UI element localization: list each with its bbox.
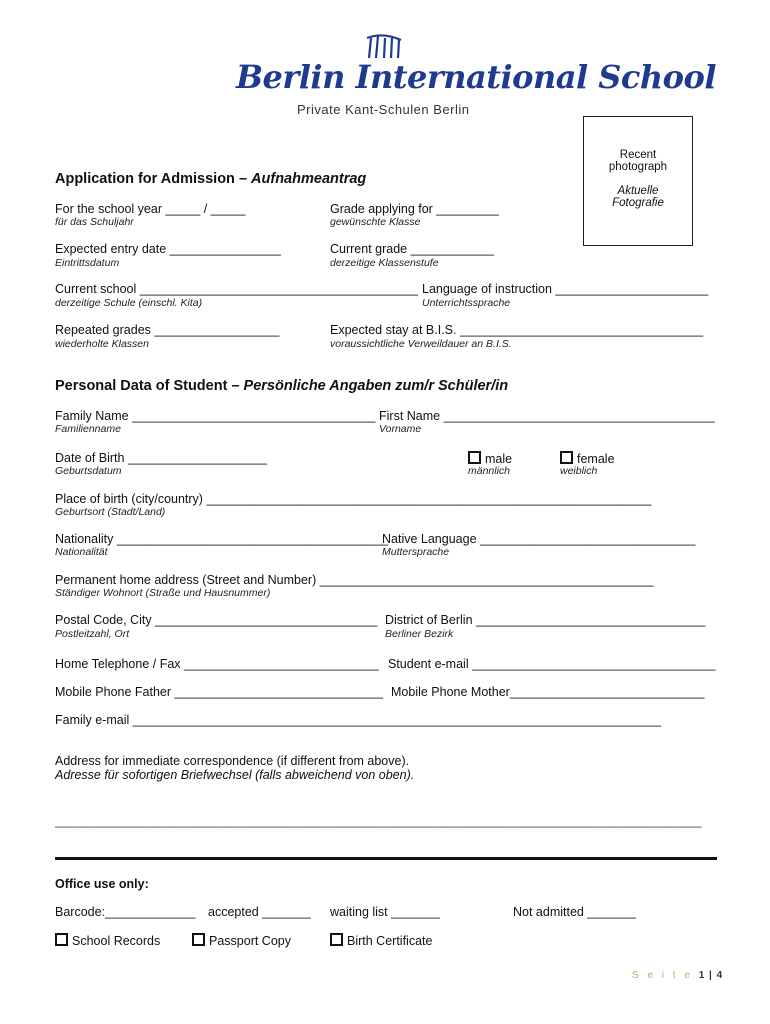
family-name-field[interactable]: Family Name ___________________________________ — [55, 409, 376, 423]
photo-en-1: Recent — [619, 149, 657, 161]
current-school-field[interactable]: Current school ________________________________________ — [55, 282, 418, 296]
photo-de-1: Aktuelle — [617, 185, 659, 197]
nationality-field[interactable]: Nationality _______________________________________ — [55, 532, 388, 546]
language-instruction-field[interactable]: Language of instruction ______________________ — [422, 282, 709, 296]
female-sub: weiblich — [560, 465, 598, 477]
postal-sub: Postleitzahl, Ort — [55, 628, 130, 640]
mobile-mother-field[interactable]: Mobile Phone Mother____________________________ — [391, 685, 705, 699]
current-school-sub: derzeitige Schule (einschl. Kita) — [55, 297, 203, 309]
postal-field[interactable]: Postal Code, City ________________________________ — [55, 613, 378, 627]
photo-box[interactable] — [583, 116, 693, 246]
school-records-checkbox[interactable]: School Records — [55, 933, 160, 948]
photo-de-2: Fotografie — [612, 197, 664, 209]
place-of-birth-sub: Geburtsort (Stadt/Land) — [55, 506, 166, 518]
grade-applying-sub: gewünschte Klasse — [330, 216, 421, 228]
district-sub: Berliner Bezirk — [385, 628, 454, 640]
first-name-sub: Vorname — [379, 423, 422, 435]
admission-title: Application for Admission – Aufnahmeantrag — [55, 171, 367, 187]
not-admitted-field[interactable]: Not admitted _______ — [513, 905, 637, 919]
entry-date-sub: Eintrittsdatum — [55, 257, 120, 269]
native-language-field[interactable]: Native Language _______________________________ — [382, 532, 696, 546]
place-of-birth-field[interactable]: Place of birth (city/country) ________________________________________________________________ — [55, 492, 652, 506]
native-language-sub: Muttersprache — [382, 546, 450, 558]
correspondence-de: Adresse für sofortigen Briefwechsel (falls abweichend von oben). — [55, 768, 415, 782]
checkbox-icon — [560, 451, 573, 464]
mobile-father-field[interactable]: Mobile Phone Father ______________________________ — [55, 685, 384, 699]
birth-certificate-checkbox[interactable]: Birth Certificate — [330, 933, 432, 948]
nationality-sub: Nationalität — [55, 546, 108, 558]
home-phone-field[interactable]: Home Telephone / Fax ____________________________ — [55, 657, 379, 671]
waiting-list-field[interactable]: waiting list _______ — [330, 905, 440, 919]
accepted-field[interactable]: accepted _______ — [208, 905, 311, 919]
section-divider — [55, 857, 717, 860]
district-field[interactable]: District of Berlin _________________________________ — [385, 613, 706, 627]
family-name-sub: Familienname — [55, 423, 121, 435]
passport-checkbox[interactable]: Passport Copy — [192, 933, 291, 948]
dob-field[interactable]: Date of Birth ____________________ — [55, 451, 267, 465]
grade-applying-field[interactable]: Grade applying for _________ — [330, 202, 499, 216]
family-email-field[interactable]: Family e-mail ____________________________________________________________________________ — [55, 713, 662, 727]
female-checkbox[interactable]: female — [560, 451, 615, 466]
correspondence-en: Address for immediate correspondence (if different from above). — [55, 754, 410, 768]
language-instruction-sub: Unterrichtssprache — [422, 297, 511, 309]
repeated-grades-field[interactable]: Repeated grades __________________ — [55, 323, 280, 337]
school-subtitle: Private Kant-Schulen Berlin — [297, 102, 470, 117]
school-year-sub: für das Schuljahr — [55, 216, 134, 228]
checkbox-icon — [330, 933, 343, 946]
expected-stay-sub: voraussichtliche Verweildauer an B.I.S. — [330, 338, 512, 350]
office-title: Office use only: — [55, 877, 149, 891]
entry-date-field[interactable]: Expected entry date ________________ — [55, 242, 281, 256]
student-email-field[interactable]: Student e-mail ___________________________________ — [388, 657, 716, 671]
correspondence-line[interactable]: _____________________________________________________________________________________________ — [55, 814, 702, 828]
repeated-grades-sub: wiederholte Klassen — [55, 338, 149, 350]
address-field[interactable]: Permanent home address (Street and Number) ________________________________________________ — [55, 573, 654, 587]
dob-sub: Geburtsdatum — [55, 465, 122, 477]
page-number: S e i t e 1 | 4 — [632, 970, 724, 981]
expected-stay-field[interactable]: Expected stay at B.I.S. ___________________________________ — [330, 323, 704, 337]
school-name: Berlin International School — [236, 58, 716, 96]
checkbox-icon — [55, 933, 68, 946]
school-logo-icon — [365, 34, 405, 60]
male-sub: männlich — [468, 465, 511, 477]
school-year-field[interactable]: For the school year _____ / _____ — [55, 202, 246, 216]
checkbox-icon — [192, 933, 205, 946]
checkbox-icon — [468, 451, 481, 464]
barcode-field[interactable]: Barcode:_____________ — [55, 905, 196, 919]
personal-title: Personal Data of Student – Persönliche Angaben zum/r Schüler/in — [55, 378, 509, 394]
first-name-field[interactable]: First Name _______________________________________ — [379, 409, 715, 423]
photo-en-2: photograph — [608, 161, 668, 173]
current-grade-sub: derzeitige Klassenstufe — [330, 257, 439, 269]
current-grade-field[interactable]: Current grade ____________ — [330, 242, 495, 256]
address-sub: Ständiger Wohnort (Straße und Hausnummer) — [55, 587, 271, 599]
male-checkbox[interactable]: male — [468, 451, 512, 466]
